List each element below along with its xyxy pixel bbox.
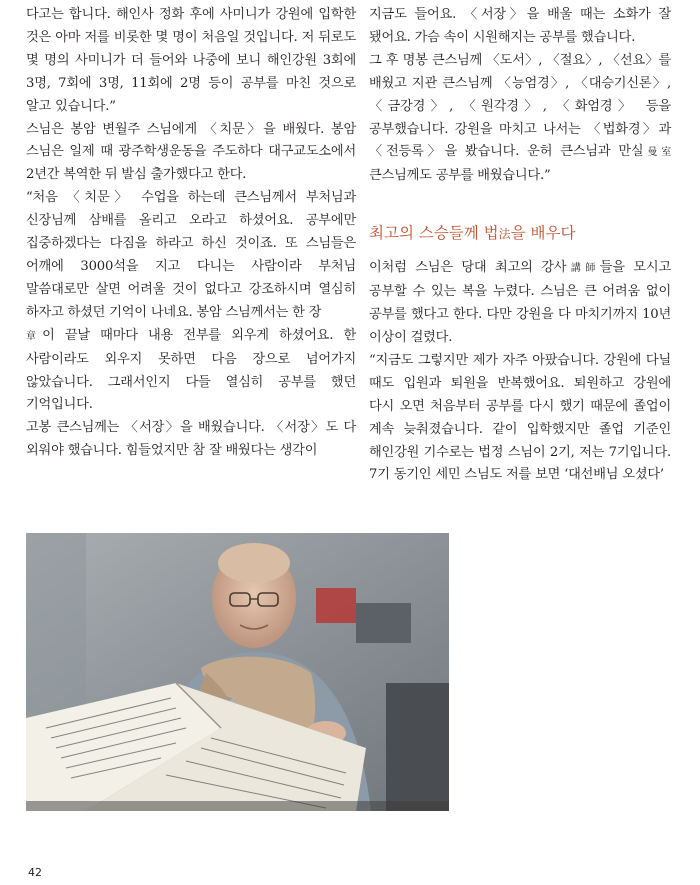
body-text: 들을 모시고 공부할 수 있는 복을 누렸다. 스님은 큰 어려움 없이 공부를 했다고 한다. 다만 강원을 다 마치기까지 10년 이상이 걸렸다. xyxy=(369,260,671,345)
left-column xyxy=(26,4,356,463)
body-text: 이 끝날 때마다 내용 전부를 외우게 하셨어요. 한 사람이라도 외우지 못하면 다음 장으로 넘어가지 않았습니다. 그래서인지 다들 열심히 공부를 했던 기억입니다. xyxy=(26,327,356,413)
body-paragraph xyxy=(26,187,356,417)
hanja-annotation: 法 xyxy=(498,227,511,242)
body-paragraph xyxy=(369,257,671,350)
page-number: 42 xyxy=(28,866,42,879)
hanja-annotation: 章 xyxy=(26,330,43,342)
body-text: 이처럼 스님은 당대 최고의 강사 xyxy=(369,260,567,276)
hanja-annotation: 講師 xyxy=(566,263,600,275)
body-paragraph: 다고는 합니다. 해인사 정화 후에 사미니가 강원에 입학한 것은 아마 저를 비롯한 몇 명이 처음일 것입니다. 저 뒤로도 몇 명의 사미니가 더 들어와 나중에 보니 해인강원 3회에 3명, 7회에 3명, 11회에 2명 등이 공부를 마친 것으로 알고 있습니다.” xyxy=(26,7,356,114)
body-paragraph: 스님은 봉암 변월주 스님에게 〈치문〉을 배웠다. 봉암 스님은 일제 때 광주학생운동을 주도하다 대구교도소에서 2년간 복역한 뒤 발심 출가했다고 한다. xyxy=(26,121,356,183)
hanja-annotation: 曼室 xyxy=(643,147,671,159)
photo-illustration xyxy=(26,533,449,811)
body-text: “처음 〈치문〉 수업을 하는데 큰스님께서 부처님과 신장님께 삼배를 올리고 오라고 하셨어요. 공부에만 집중하겠다는 다짐을 하라고 하신 것이죠. 또 스님들은 어깨에 3000석을 지고 다니는 사람이라 부처님 말씀대로만 살면 어려울 것이 없다고 강조하시며 열심히 하자고 하셨던 기억이 나네요. 봉암 스님께서는 한 장 xyxy=(26,190,356,320)
body-text: 큰스님께도 공부를 배웠습니다.” xyxy=(369,168,551,184)
photo-nun-reading-scripture xyxy=(26,533,449,811)
right-column xyxy=(369,4,671,487)
section-subheading xyxy=(369,222,671,245)
body-paragraph: “지금도 그렇지만 제가 자주 아팠습니다. 강원에 다닐 때도 입원과 퇴원을 반복했어요. 퇴원하고 강원에 다시 오면 처음부터 공부를 다시 했기 때문에 졸업이 계속 늦춰졌습니다. 같이 입학했지만 졸업 기준인 해인강원 기수로는 법정 스님이 2기, 저는 7기입니다. 7기 동기인 세민 스님도 저를 보면 ‘대선배님 오셨다’ xyxy=(369,352,671,483)
subheading-text: 최고의 스승들께 법 xyxy=(369,224,499,243)
body-paragraph: 고봉 큰스님께는 〈서장〉을 배웠습니다. 〈서장〉도 다 외워야 했습니다. 힘들었지만 참 잘 배웠다는 생각이 xyxy=(26,420,356,459)
subheading-text: 을 배우다 xyxy=(510,224,576,243)
body-text: 그 후 명봉 큰스님께 〈도서〉, 〈절요〉, 〈선요〉를 배웠고 지관 큰스님께 〈능엄경〉, 〈대승기신론〉, 〈금강경〉, 〈원각경〉, 〈화엄경〉 등을 공부했습니다. 강원을 마치고 나서는 〈법화경〉과 〈전등록〉을 봤습니다. 운허 큰스님과 만실 xyxy=(369,52,671,160)
body-paragraph xyxy=(369,50,671,188)
body-paragraph: 지금도 들어요. 〈서장〉을 배울 때는 소화가 잘 됐어요. 가슴 속이 시원해지는 공부를 했습니다. xyxy=(369,7,671,45)
